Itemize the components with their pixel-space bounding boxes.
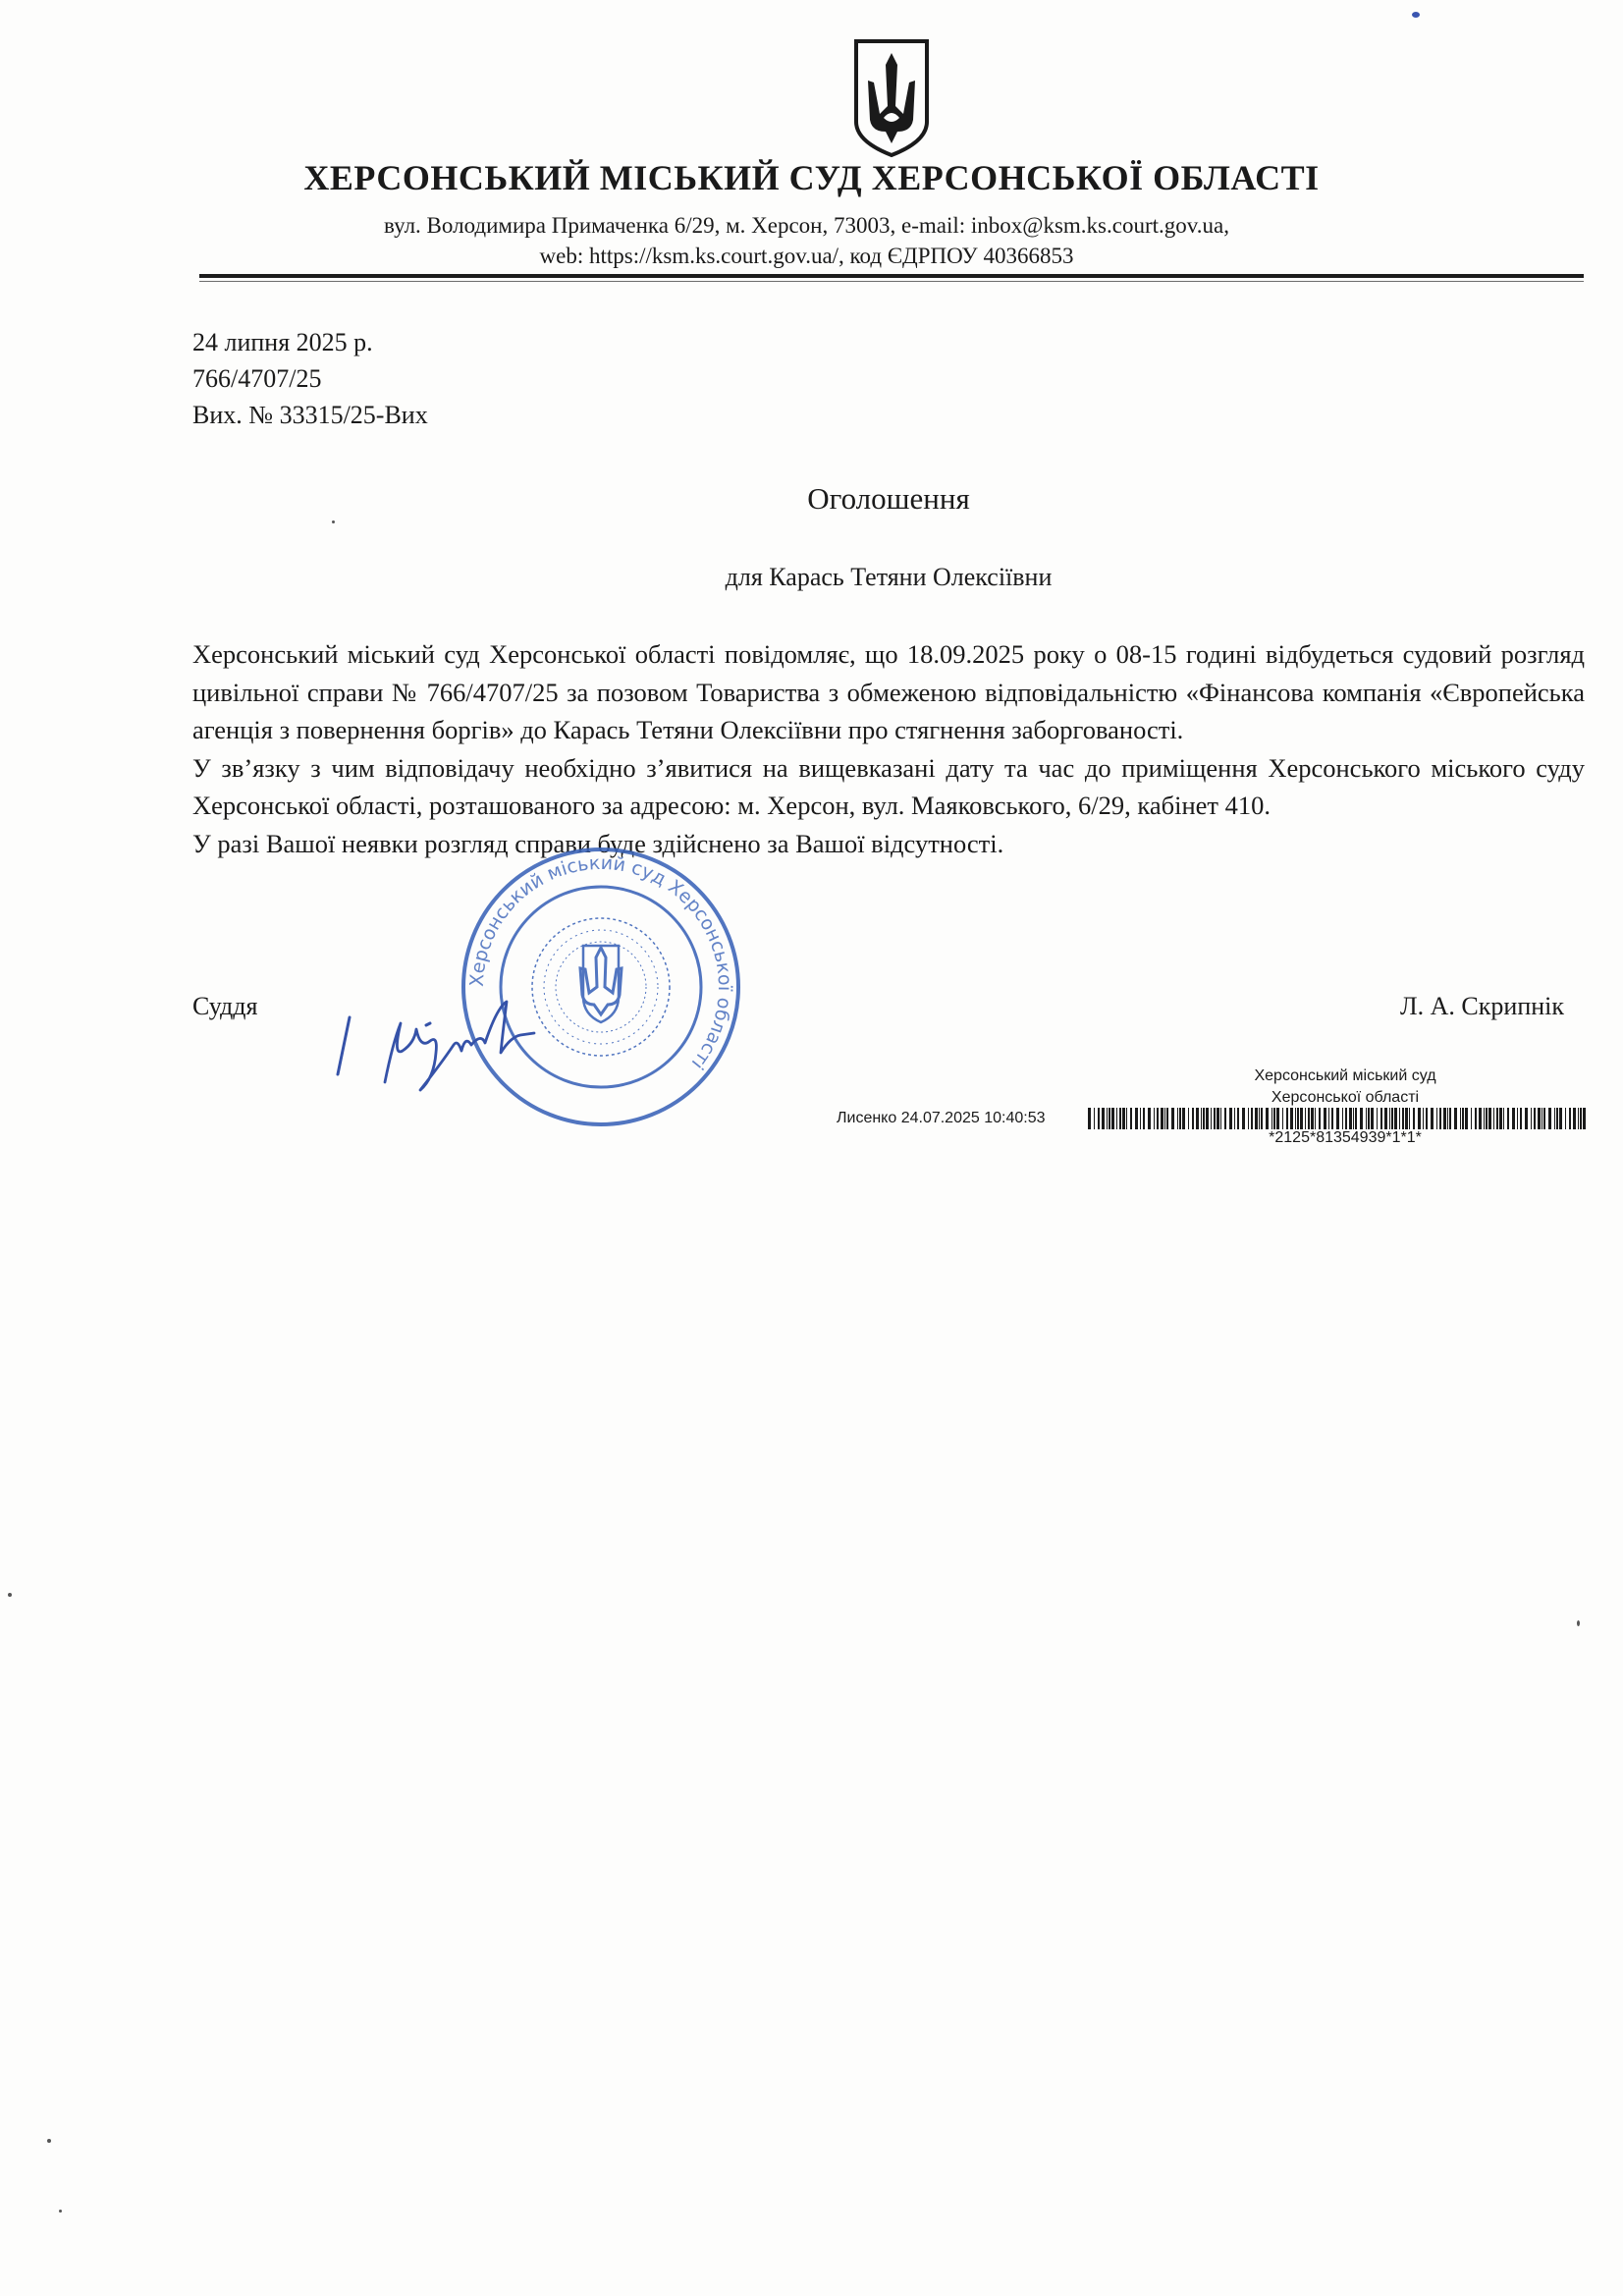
document-meta — [192, 324, 428, 433]
barcode-bar — [1479, 1108, 1482, 1129]
barcode-bar — [1119, 1108, 1121, 1129]
barcode-bar — [1161, 1108, 1163, 1129]
barcode-bar — [1164, 1108, 1165, 1129]
barcode-bar — [1336, 1108, 1339, 1129]
signature-label: Суддя — [192, 992, 258, 1020]
barcode-bar — [1282, 1108, 1283, 1129]
barcode-bar — [1135, 1108, 1138, 1129]
barcode-number: *2125*81354939*1*1* — [1269, 1129, 1422, 1146]
barcode-bar — [1405, 1108, 1408, 1129]
barcode-bar — [1565, 1108, 1566, 1129]
barcode-bar — [1342, 1108, 1343, 1129]
barcode-bar — [1531, 1108, 1532, 1129]
barcode-bar — [1380, 1108, 1382, 1129]
barcode-bar — [1255, 1108, 1258, 1129]
barcode-bar — [1423, 1108, 1424, 1129]
barcode-bar — [1171, 1108, 1174, 1129]
barcode-bar — [1179, 1108, 1181, 1129]
barcode-bar — [1251, 1108, 1253, 1129]
barcode-bar — [1543, 1108, 1545, 1129]
barcode-bar — [1214, 1108, 1216, 1129]
barcode-bar — [1098, 1108, 1100, 1129]
barcode-bar — [1273, 1108, 1275, 1129]
notice-body — [192, 635, 1585, 862]
barcode-bar — [1331, 1108, 1333, 1129]
barcode-bar — [1503, 1108, 1504, 1129]
barcode-bar — [1324, 1108, 1326, 1129]
document-date: 24 липня 2025 р. — [192, 328, 373, 356]
barcode-bar — [1556, 1108, 1558, 1129]
barcode-bar — [1436, 1108, 1437, 1129]
registration-court — [1178, 1066, 1512, 1109]
barcode-bar — [1391, 1108, 1393, 1129]
registration-sender-timestamp: Лисенко 24.07.2025 10:40:53 — [837, 1110, 1046, 1126]
barcode-bar — [1573, 1108, 1576, 1129]
header-divider — [199, 274, 1584, 278]
barcode-bar — [1259, 1108, 1260, 1129]
barcode-bar — [1116, 1108, 1117, 1129]
barcode-bar — [1402, 1108, 1404, 1129]
barcode-bar — [1360, 1108, 1363, 1129]
registration-barcode — [1088, 1108, 1589, 1129]
barcode-bar — [1109, 1108, 1110, 1129]
barcode-bar — [1220, 1108, 1221, 1129]
judge-name: Л. А. Скрипнік — [1400, 992, 1564, 1020]
barcode-bar — [1177, 1108, 1178, 1129]
barcode-bar — [1237, 1108, 1239, 1129]
barcode-bar — [1297, 1108, 1299, 1129]
barcode-bar — [1349, 1108, 1352, 1129]
barcode-bar — [1094, 1108, 1095, 1129]
barcode-bar — [1148, 1108, 1151, 1129]
barcode-bar — [1493, 1108, 1494, 1129]
notice-paragraph-1: Херсонський міський суд Херсонської області повідомляє, що 18.09.2025 року о 08-15 годині відбудеться судовий розгляд цивільної справи № 766/4707/25 за позовом Товариства з обмеженою відповідальністю «Фінансова компанія «Європейська агенція з повернення боргів» до Карась Тетяни Олексіївни про стягнення заборгованості. — [192, 639, 1585, 744]
barcode-bar — [1290, 1108, 1293, 1129]
barcode-bar — [1276, 1108, 1279, 1129]
addressee-line: для Карась Тетяни Олексіївни — [725, 563, 1053, 591]
barcode-bar — [1368, 1108, 1370, 1129]
barcode-bar — [1486, 1108, 1488, 1129]
barcode-bar — [1394, 1108, 1397, 1129]
barcode-bar — [1507, 1108, 1509, 1129]
barcode-bar — [1102, 1108, 1105, 1129]
case-number: 766/4707/25 — [192, 364, 322, 393]
barcode-bar — [1122, 1108, 1125, 1129]
barcode-bar — [1196, 1108, 1199, 1129]
barcode-bar — [1261, 1108, 1263, 1129]
barcode-bar — [1409, 1108, 1410, 1129]
barcode-bar — [1449, 1108, 1451, 1129]
barcode-bar — [1345, 1108, 1347, 1129]
scan-speck — [1577, 1620, 1580, 1626]
barcode-bar — [1578, 1108, 1579, 1129]
barcode-bar — [1520, 1108, 1522, 1129]
barcode-bar — [1140, 1108, 1141, 1129]
barcode-bar — [1126, 1108, 1127, 1129]
barcode-bar — [1366, 1108, 1367, 1129]
scan-speck — [8, 1593, 12, 1597]
barcode-bar — [1182, 1108, 1185, 1129]
barcode-bar — [1188, 1108, 1189, 1129]
barcode-bar — [1583, 1108, 1586, 1129]
barcode-bar — [1143, 1108, 1145, 1129]
scan-speck — [1412, 12, 1420, 18]
barcode-bar — [1371, 1108, 1374, 1129]
header-divider-thin — [199, 281, 1584, 282]
barcode-bar — [1234, 1108, 1235, 1129]
barcode-bar — [1389, 1108, 1390, 1129]
barcode-bar — [1439, 1108, 1441, 1129]
barcode-bar — [1192, 1108, 1194, 1129]
barcode-bar — [1154, 1108, 1155, 1129]
barcode-bar — [1384, 1108, 1387, 1129]
barcode-bar — [1328, 1108, 1329, 1129]
barcode-bar — [1454, 1108, 1457, 1129]
scan-speck — [59, 2210, 62, 2213]
scan-speck — [47, 2139, 51, 2143]
barcode-bar — [1517, 1108, 1518, 1129]
barcode-bar — [1447, 1108, 1448, 1129]
barcode-bar — [1548, 1108, 1551, 1129]
barcode-bar — [1211, 1108, 1212, 1129]
barcode-bar — [1496, 1108, 1498, 1129]
barcode-bar — [1315, 1108, 1316, 1129]
svg-text:Херсонський міський суд Херсон: Херсонський міський суд Херсонської області — [465, 851, 736, 1074]
barcode-bar — [1465, 1108, 1468, 1129]
barcode-bar — [1499, 1108, 1502, 1129]
notice-paragraph-3: У разі Вашої неявки розгляд справи буде здійснено за Вашої відсутності. — [192, 828, 1004, 858]
barcode-bar — [1426, 1108, 1428, 1129]
notice-paragraph-2: У зв’язку з чим відповідачу необхідно з’явитися на вищевказані дату та час до приміщення Херсонського міського суду Херсонської області, розташованого за адресою: м. Херсон, вул. Маяковського, 6/29, кабінет 410. — [192, 752, 1585, 820]
barcode-bar — [1471, 1108, 1472, 1129]
barcode-bar — [1248, 1108, 1249, 1129]
barcode-bar — [1377, 1108, 1378, 1129]
outgoing-number: Вих. № 33315/25-Вих — [192, 401, 428, 429]
barcode-bar — [1242, 1108, 1245, 1129]
barcode-bar — [1355, 1108, 1357, 1129]
judge-signature — [324, 994, 569, 1102]
barcode-bar — [1554, 1108, 1555, 1129]
court-name: ХЕРСОНСЬКИЙ МІСЬКИЙ СУД ХЕРСОНСЬКОЇ ОБЛАСТІ — [303, 158, 1320, 197]
barcode-bar — [1201, 1108, 1202, 1129]
barcode-bar — [1353, 1108, 1354, 1129]
barcode-bar — [1300, 1108, 1303, 1129]
barcode-bar — [1111, 1108, 1114, 1129]
barcode-bar — [1308, 1108, 1310, 1129]
barcode-bar — [1413, 1108, 1415, 1129]
barcode-bar — [1525, 1108, 1528, 1129]
scan-speck — [332, 520, 335, 523]
barcode-bar — [1217, 1108, 1219, 1129]
court-web-line: web: https://ksm.ks.court.gov.ua/, код ЄДРПОУ 40366853 — [539, 244, 1074, 268]
barcode-bar — [1534, 1108, 1536, 1129]
barcode-bar — [1431, 1108, 1434, 1129]
barcode-bar — [1107, 1108, 1108, 1129]
barcode-bar — [1319, 1108, 1321, 1129]
trident-emblem-icon — [850, 37, 933, 159]
court-address-line: вул. Володимира Примаченка 6/29, м. Херсон, 73003, e-mail: inbox@ksm.ks.court.gov.ua, — [384, 213, 1229, 238]
barcode-bar — [1229, 1108, 1232, 1129]
court-contacts — [196, 210, 1417, 271]
barcode-bar — [1166, 1108, 1168, 1129]
barcode-bar — [1311, 1108, 1314, 1129]
barcode-bar — [1418, 1108, 1421, 1129]
barcode-bar — [1538, 1108, 1541, 1129]
barcode-bar — [1206, 1108, 1209, 1129]
barcode-bar — [1460, 1108, 1461, 1129]
barcode-bar — [1305, 1108, 1306, 1129]
barcode-bar — [1157, 1108, 1159, 1129]
barcode-bar — [1559, 1108, 1562, 1129]
barcode-bar — [1462, 1108, 1464, 1129]
barcode-bar — [1580, 1108, 1582, 1129]
document-title: Оголошення — [807, 481, 970, 516]
barcode-bar — [1488, 1108, 1491, 1129]
barcode-bar — [1569, 1108, 1571, 1129]
barcode-bar — [1130, 1108, 1132, 1129]
barcode-bar — [1203, 1108, 1205, 1129]
barcode-bar — [1088, 1108, 1091, 1129]
barcode-bar — [1286, 1108, 1288, 1129]
barcode-bar — [1475, 1108, 1477, 1129]
barcode-bar — [1443, 1108, 1446, 1129]
registration-court-line-1: Херсонський міський суд — [1254, 1067, 1436, 1084]
barcode-bar — [1224, 1108, 1226, 1129]
barcode-bar — [1295, 1108, 1296, 1129]
barcode-bar — [1266, 1108, 1269, 1129]
registration-court-line-2: Херсонської області — [1271, 1089, 1420, 1106]
barcode-bar — [1399, 1108, 1400, 1129]
barcode-bar — [1271, 1108, 1272, 1129]
barcode-bar — [1484, 1108, 1485, 1129]
barcode-bar — [1512, 1108, 1515, 1129]
